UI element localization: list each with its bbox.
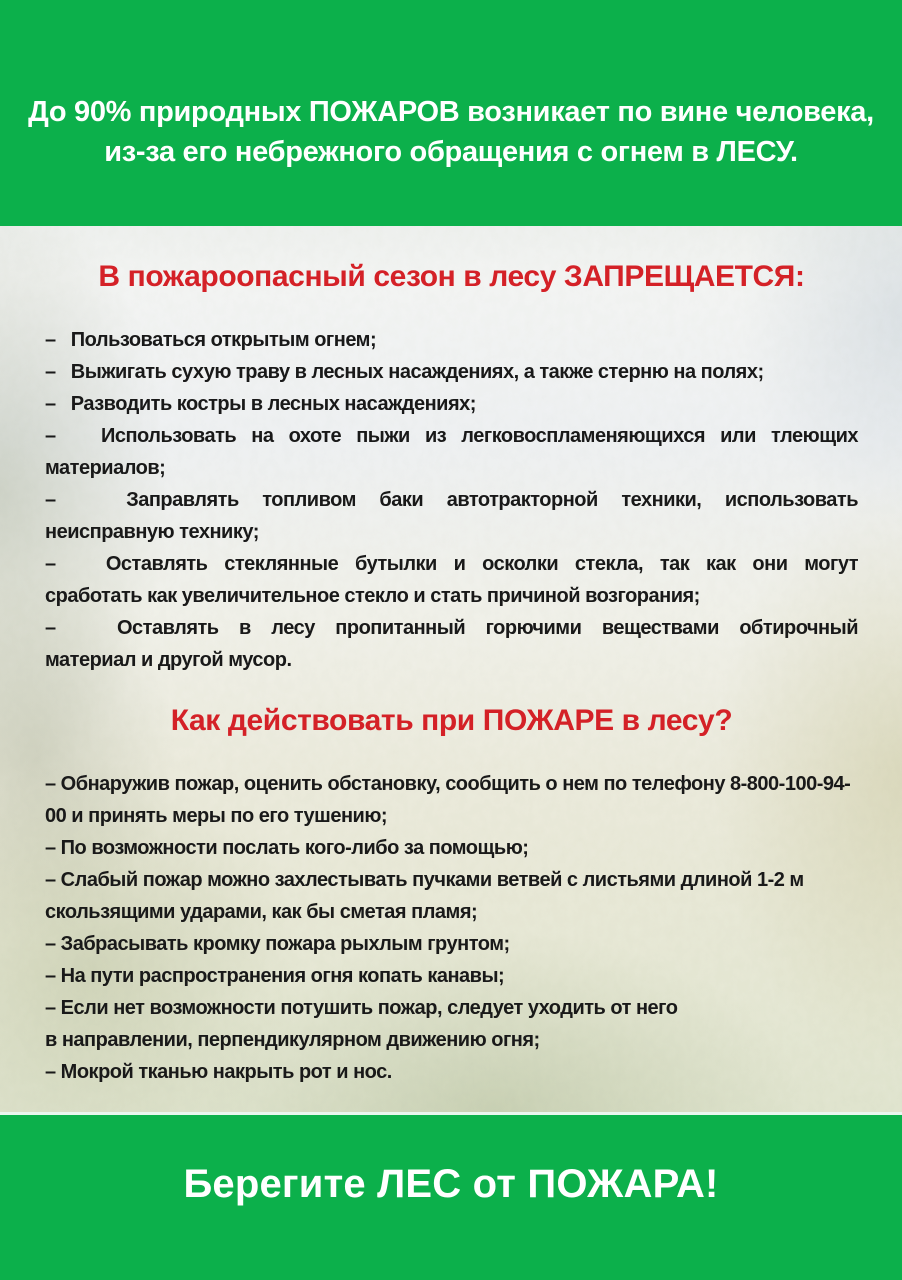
header-band bbox=[0, 0, 902, 226]
list-item: – Использовать на охоте пыжи из легковоспламеняющихся или тлеющих материалов; bbox=[45, 425, 858, 479]
list-item: – Обнаружив пожар, оценить обстановку, сообщить о нем по телефону 8-800-100-94-00 и принять меры по его тушению; bbox=[45, 773, 851, 827]
prohibited-list bbox=[45, 324, 858, 676]
list-item: – Оставлять стеклянные бутылки и осколки стекла, так как они могут сработать как увеличительное стекло и стать причиной возгорания; bbox=[45, 553, 858, 607]
actions-section-title: Как действовать при ПОЖАРЕ в лесу? bbox=[170, 704, 733, 737]
list-item: – Если нет возможности потушить пожар, следует уходить от него в направлении, перпендикулярном движению огня; bbox=[45, 997, 678, 1051]
list-item: – Забрасывать кромку пожара рыхлым грунтом; bbox=[45, 933, 510, 955]
list-item: – Заправлять топливом баки автотракторной техники, использовать неисправную технику; bbox=[45, 489, 858, 543]
header-line-1: До 90% природных ПОЖАРОВ возникает по вине человека, bbox=[28, 96, 874, 128]
list-item: – Разводить костры в лесных насаждениях; bbox=[45, 393, 476, 415]
list-item: – На пути распространения огня копать канавы; bbox=[45, 965, 505, 987]
list-item: – Пользоваться открытым огнем; bbox=[45, 329, 377, 351]
list-item: – Слабый пожар можно захлестывать пучками ветвей с листьями длиной 1-2 м скользящими ударами, как бы сметая пламя; bbox=[45, 869, 804, 923]
list-item: – Оставлять в лесу пропитанный горючими веществами обтирочный материал и другой мусор. bbox=[45, 617, 858, 671]
list-item: – По возможности послать кого-либо за помощью; bbox=[45, 837, 529, 859]
header-line-2: из-за его небрежного обращения с огнем в ЛЕСУ. bbox=[104, 136, 798, 168]
footer-band bbox=[0, 1112, 902, 1280]
list-item: – Мокрой тканью накрыть рот и нос. bbox=[45, 1061, 392, 1083]
content-area bbox=[0, 226, 902, 1112]
actions-list bbox=[45, 768, 858, 1088]
content-inner bbox=[45, 258, 858, 1088]
list-item: – Выжигать сухую траву в лесных насаждениях, а также стерню на полях; bbox=[45, 361, 764, 383]
prohibited-section-title: В пожароопасный сезон в лесу ЗАПРЕЩАЕТСЯ: bbox=[98, 260, 805, 293]
footer-slogan: Берегите ЛЕС от ПОЖАРА! bbox=[183, 1162, 719, 1206]
